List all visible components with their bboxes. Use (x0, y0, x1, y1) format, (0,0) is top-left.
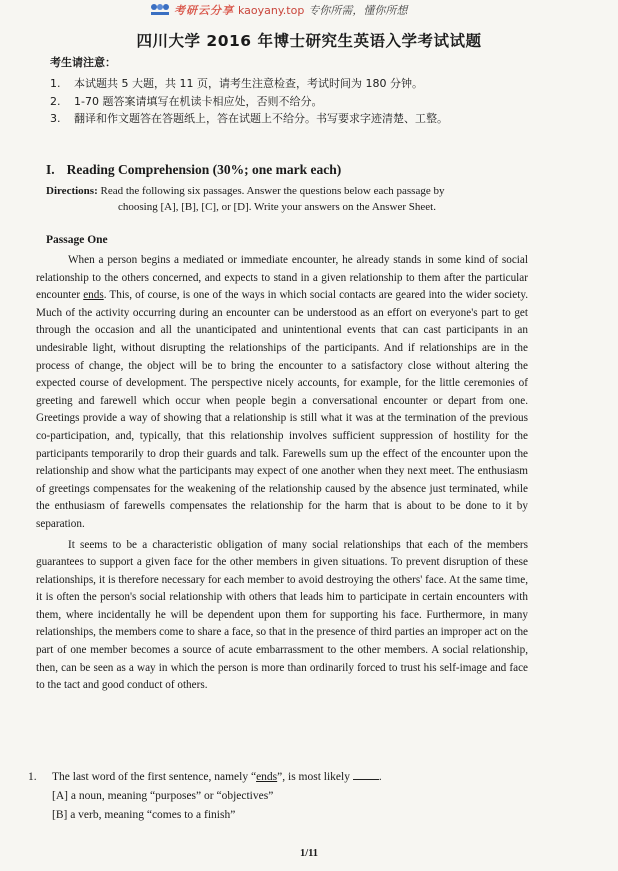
notice-item-number: 2. (50, 94, 61, 108)
watermark-slogan: 专你所需，懂你所想 (308, 4, 408, 17)
question-stem (28, 768, 548, 787)
notice-item (50, 110, 448, 128)
notice-item-text: 1-70 题答案请填写在机读卡相应处，否则不给分。 (74, 94, 323, 108)
option-b: [B] a verb, meaning “comes to a finish” (52, 809, 236, 821)
brand-logo-icon (150, 3, 170, 17)
directions-label: Directions: (46, 185, 98, 197)
directions-text-line2: choosing [A], [B], [C], or [D]. Write your answers on the Answer Sheet. (118, 201, 436, 213)
notice-item (50, 93, 448, 111)
passage-p1-rest: . This, of course, is one of the ways in which social contacts are geared into the wider society. Much of the activity occurring during an encounter can be understood as an effort on everyone's part to get through the occasion and all the unanticipated and unintentional events that can cast participants in an undesirable light, without disrupting the relationships of the participants. And if relationships are in the process of change, the object will be to bring the encounter to a satisfactory close without altering the expected course of development. The perspective nicely accounts, for example, for the little ceremonies of greeting and farewell which occur when people begin a conversational encounter or depart from one. Greetings provide a way of showing that a relationship is still what it was at the termination of the previous co-participation, and, typically, that this relationship involves sufficient suppression of hostility for the participants temporarily to drop their guards and talk. Farewells sum up the effect of the encounter upon the relationship and show what the participants may expect of one another when they next meet. The enthusiasm of greetings compensates for the weakening of the relationship caused by the absence just terminated, while the enthusiasm of farewells compensates the relationship for the harm that is about to be done to it by separation. (36, 289, 529, 530)
question-end-mark: . (378, 771, 382, 783)
question-1 (28, 768, 548, 825)
section-title: Reading Comprehension (30%; one mark each) (66, 162, 342, 177)
watermark-brand: 考研云分享 (174, 4, 234, 17)
underlined-word: ends (83, 289, 104, 302)
directions-text-line1: Read the following six passages. Answer the questions below each passage by (100, 185, 445, 197)
answer-blank (353, 769, 379, 780)
question-number: 1. (28, 771, 37, 783)
section-numeral: I. (46, 162, 55, 177)
directions (46, 183, 533, 215)
passage-paragraph (36, 252, 528, 534)
question-underlined-word: ends (256, 771, 278, 783)
passage-body (36, 252, 528, 695)
passage-title: Passage One (46, 234, 108, 246)
question-text-rest: ”, is most likely (277, 771, 350, 783)
exam-title: 四川大学 2016 年博士研究生英语入学考试试题 (136, 32, 482, 50)
question-text (52, 768, 382, 787)
watermark (150, 2, 407, 18)
watermark-url[interactable]: kaoyany.top (238, 3, 305, 17)
notice-heading: 考生请注意： (50, 56, 116, 69)
notice-item-number: 1. (50, 77, 61, 90)
question-text-start: The last word of the first sentence, namely “ (52, 771, 257, 783)
notice-item-text: 翻译和作文题答在答题纸上，答在试题上不给分。书写要求字迹清楚、工整。 (74, 112, 448, 125)
notice-item (50, 75, 448, 93)
section-heading (46, 162, 341, 178)
option-a: [A] a noun, meaning “purposes” or “objectives” (52, 790, 274, 802)
passage-paragraph: It seems to be a characteristic obligation of many social relationships that each of the members guarantees to support a given face for the other members in given situations. To prevent disruption of these relationships, it is therefore necessary for each member to avoid destroying the others' face. At the same time, it is often the person's social relationship with others that leads him to participate in certain encounters with them, where incidentally he will be dependent upon them for supporting his face. Furthermore, in many relationships, the members come to share a face, so that in the presence of third parties an improper act on the part of one member becomes a source of acute embarrassment to the other members. A social relationship, then, can be seen as a way in which the person is more than ordinarily forced to trust his self-image and face to the tact and good conduct of others. (36, 538, 528, 692)
page-number: 1/11 (299, 848, 319, 859)
exam-notice (50, 54, 448, 128)
notice-item-number: 3. (50, 112, 61, 125)
passage-p1-start: When a person begins a mediated or immediate encounter, he already stands in some kind of social relationship to the others concerned, and expects to stand in a given relationship to them after the particular encounter (36, 254, 528, 302)
notice-item-text: 本试题共 5 大题，共 11 页，请考生注意检查，考试时间为 180 分钟。 (74, 77, 423, 90)
